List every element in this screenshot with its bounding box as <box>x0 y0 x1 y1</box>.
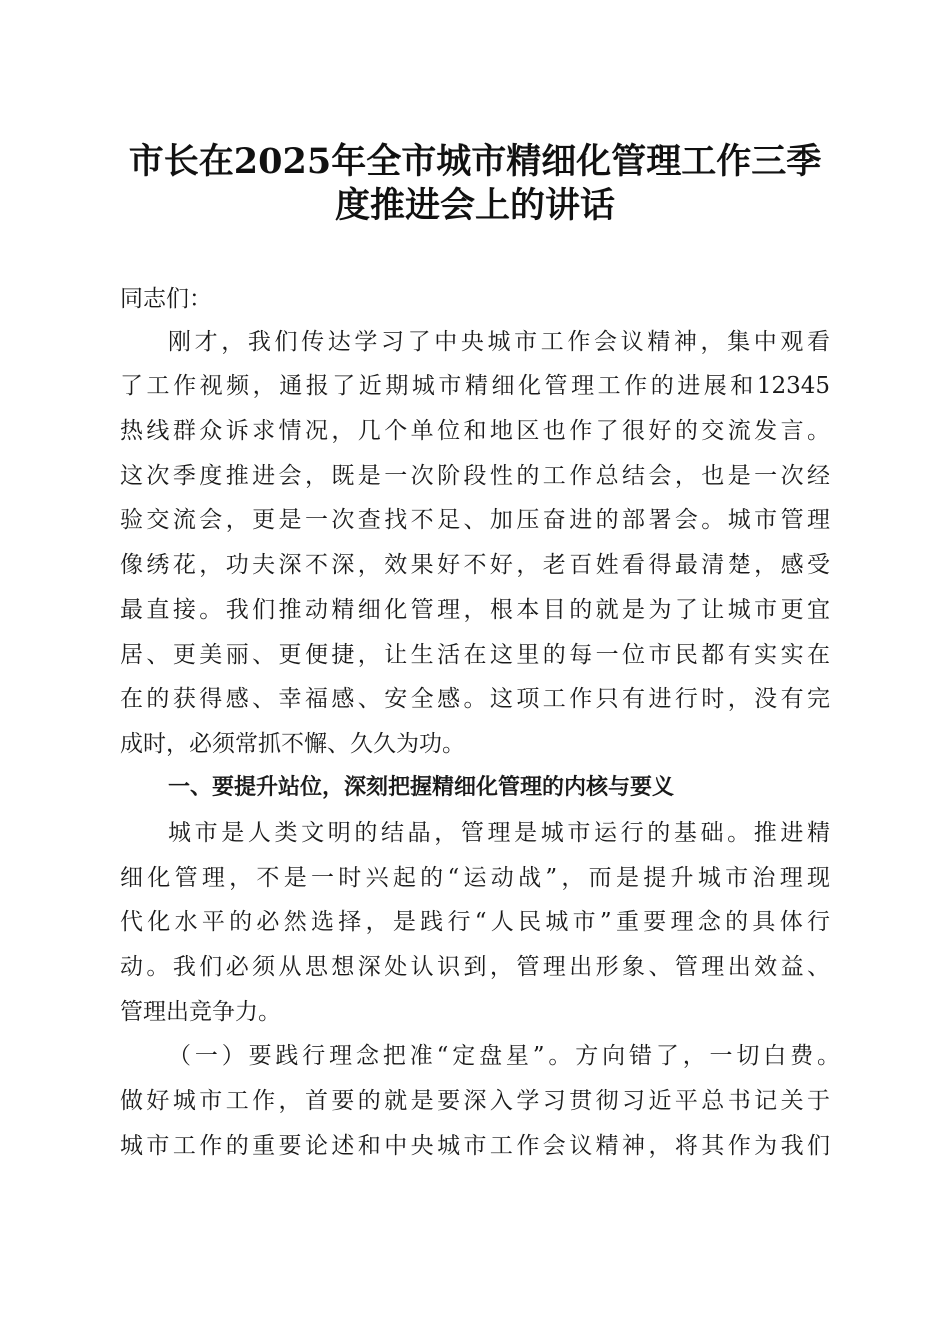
paragraph-line: 城市工作的重要论述和中央城市工作会议精神，将其作为我们 <box>120 1133 830 1159</box>
paragraph-line: 热线群众诉求情况，几个单位和地区也作了很好的交流发言。 <box>120 418 830 444</box>
paragraph-line: 细化管理，不是一时兴起的“运动战”，而是提升城市治理现 <box>120 865 830 891</box>
salutation: 同志们： <box>120 286 212 312</box>
paragraph-line: 动。我们必须从思想深处认识到，管理出形象、管理出效益、 <box>120 954 830 980</box>
paragraph-line: 刚才，我们传达学习了中央城市工作会议精神，集中观看 <box>168 329 830 355</box>
paragraph-line: 城市是人类文明的结晶，管理是城市运行的基础。推进精 <box>168 820 830 846</box>
paragraph-line: 了工作视频，通报了近期城市精细化管理工作的进展和12345 <box>120 373 830 399</box>
document-title-line-2: 度推进会上的讲话 <box>334 185 615 226</box>
paragraph-line: 像绣花，功夫深不深，效果好不好，老百姓看得最清楚，感受 <box>120 552 830 578</box>
document-title-line-1: 市长在2025年全市城市精细化管理工作三季 <box>128 141 822 182</box>
paragraph-line: 在的获得感、幸福感、安全感。这项工作只有进行时，没有完 <box>120 686 830 712</box>
paragraph-line: 最直接。我们推动精细化管理，根本目的就是为了让城市更宜 <box>120 597 830 623</box>
paragraph-line: 居、更美丽、更便捷，让生活在这里的每一位市民都有实实在 <box>120 642 830 668</box>
section-heading-1: 一、要提升站位，深刻把握精细化管理的内核与要义 <box>168 775 675 800</box>
paragraph-line: 做好城市工作，首要的就是要深入学习贯彻习近平总书记关于 <box>120 1088 830 1114</box>
paragraph-line: 管理出竞争力。 <box>120 999 281 1025</box>
paragraph-line: 验交流会，更是一次查找不足、加压奋进的部署会。城市管理 <box>120 507 830 533</box>
paragraph-line: 代化水平的必然选择，是践行“人民城市”重要理念的具体行 <box>120 909 830 935</box>
paragraph-line: （一）要践行理念把准“定盘星”。方向错了，一切白费。 <box>168 1043 840 1069</box>
paragraph-line: 这次季度推进会，既是一次阶段性的工作总结会，也是一次经 <box>120 463 830 489</box>
paragraph-line: 成时，必须常抓不懈、久久为功。 <box>120 731 465 757</box>
